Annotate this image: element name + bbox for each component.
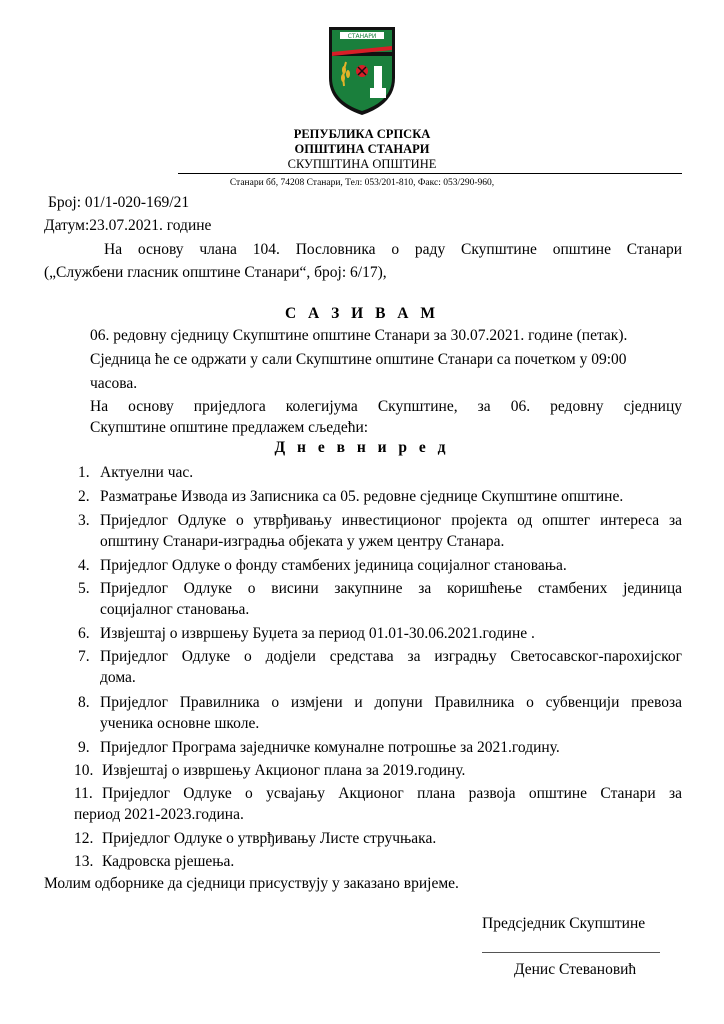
agenda-item-number: 3. xyxy=(78,512,90,529)
agenda-item-text: Извјештај о извршењу Акционог плана за 2019.годину. xyxy=(102,762,466,779)
crest-banner-text: СТАНАРИ xyxy=(347,33,377,40)
agenda-item-text: Актуелни час. xyxy=(100,464,194,481)
signature-role: Предсједник Скупштине xyxy=(482,915,646,932)
header-address: Станари бб, 74208 Станари, Тел: 053/201-810, Факс: 053/290-960, xyxy=(229,178,495,188)
document-date: Датум:23.07.2021. године xyxy=(44,217,212,234)
agenda-item-text: Разматрање Извода из Записника са 05. редовне сједнице Скупштине општине. xyxy=(100,488,624,505)
session-paragraph-line-1: 06. редовну сједницу Скупштине општине Станари за 30.07.2021. године (петак). xyxy=(90,327,628,344)
agenda-item-text-continued: социјалног становања. xyxy=(100,601,250,618)
agenda-item-text-continued: период 2021-2023.година. xyxy=(74,806,244,823)
agenda-item-text: Приједлог Одлуке о утврђивању инвестиционог пројекта од општег интереса за xyxy=(100,512,682,529)
agenda-item-text-continued: дома. xyxy=(100,669,136,686)
header-assembly: СКУПШТИНА ОПШТИНЕ xyxy=(287,157,437,171)
agenda-item-number: 6. xyxy=(78,625,90,642)
signature-line xyxy=(482,952,660,953)
agenda-item-number: 7. xyxy=(78,648,90,665)
agenda-item-number: 5. xyxy=(78,580,90,597)
closing-request: Молим одборнике да сједници присуствују у заказано вријеме. xyxy=(44,875,459,892)
header-municipality: ОПШТИНА СТАНАРИ xyxy=(294,142,430,156)
session-paragraph-line-2: Сједница ће се одржати у сали Скупштине општине Станари са почетком у 09:00 xyxy=(90,351,627,368)
agenda-title: Д н е в н и р е д xyxy=(274,439,450,456)
agenda-item-number: 12. xyxy=(74,830,94,847)
agenda-item-text: Приједлог Одлуке о утврђивању Листе стручњака. xyxy=(102,830,437,847)
agenda-item-number: 13. xyxy=(74,853,94,870)
agenda-item-number: 8. xyxy=(78,694,90,711)
agenda-item-text-continued: општину Станари-изградња објеката у ужем центру Станара. xyxy=(100,533,505,550)
agenda-item-text: Приједлог Одлуке о висини закупнине за коришћење стамбених јединица xyxy=(100,580,682,597)
agenda-item-number: 10. xyxy=(74,762,94,779)
proposal-paragraph-line-1: На основу приједлога колегијума Скупштине, за 06. редовну сједницу xyxy=(90,398,682,415)
agenda-item-number: 9. xyxy=(78,739,90,756)
agenda-item-text: Приједлог Одлуке о додјели средстава за изградњу Светосавског-парохијског xyxy=(100,648,682,665)
legal-basis-line-1: На основу члана 104. Пословника о раду Скупштине општине Станари xyxy=(104,241,682,258)
document-number: Број: 01/1-020-169/21 xyxy=(48,194,190,211)
agenda-item-number: 11. xyxy=(74,785,93,802)
agenda-item-text: Кадровска рјешења. xyxy=(102,853,235,870)
agenda-item-number: 1. xyxy=(78,464,90,481)
agenda-item-text-continued: ученика основне школе. xyxy=(100,715,260,732)
legal-basis-line-2: („Службени гласник општине Станари“, број: 6/17), xyxy=(44,264,387,281)
agenda-item-text: Приједлог Програма заједничке комуналне потрошње за 2021.годину. xyxy=(100,739,560,756)
agenda-item-text: Приједлог Одлуке о фонду стамбених јединица социјалног становања. xyxy=(100,557,567,574)
signature-name: Денис Стевановић xyxy=(514,961,637,978)
agenda-item-number: 4. xyxy=(78,557,90,574)
agenda-item-text: Приједлог Одлуке о усвајању Акционог плана развоја општине Станари за xyxy=(102,785,682,802)
convocation-title: С А З И В А М xyxy=(284,305,440,322)
agenda-item-text: Извјештај о извршењу Буџета за период 01.01-30.06.2021.године . xyxy=(100,625,535,642)
header-republic: РЕПУБЛИКА СРПСКА xyxy=(293,127,431,141)
agenda-item-number: 2. xyxy=(78,488,90,505)
agenda-item-text: Приједлог Правилника о измјени и допуни Правилника о субвенцији превоза xyxy=(100,694,682,711)
proposal-paragraph-line-2: Скупштине општине предлажем сљедећи: xyxy=(90,419,369,436)
session-paragraph-line-3: часова. xyxy=(90,375,138,392)
